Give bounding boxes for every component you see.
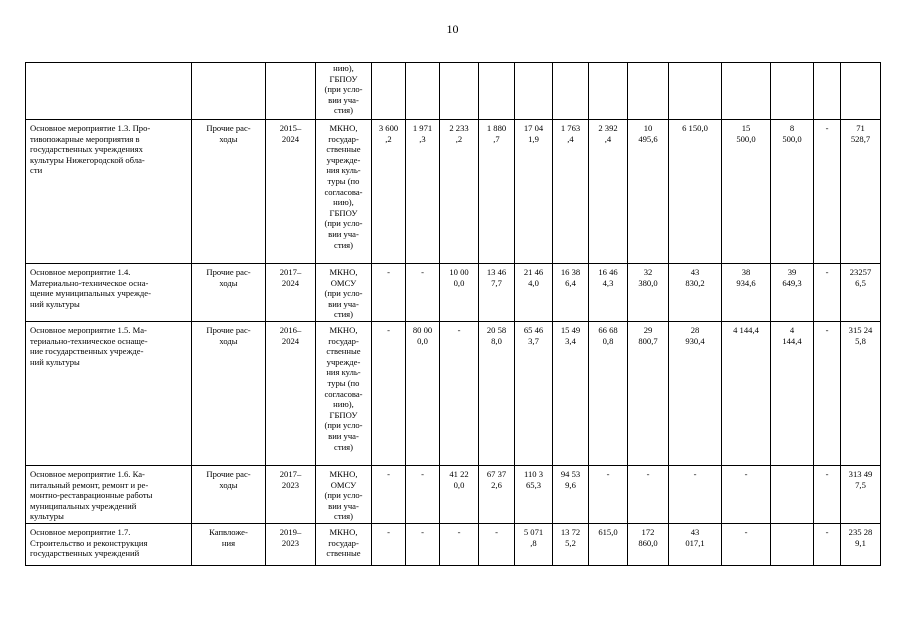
value-cell: 13 72 5,2 bbox=[553, 524, 589, 566]
measure-name-cell: Основное мероприятие 1.7. Строительство и реконструкция государственных учреждений bbox=[26, 524, 192, 566]
value-cell: - bbox=[406, 264, 440, 322]
expense-type-cell: Прочие рас- ходы bbox=[192, 322, 266, 466]
period-cell: 2019– 2023 bbox=[266, 524, 316, 566]
value-cell: 43 017,1 bbox=[669, 524, 722, 566]
expense-type-cell: Капвложе- ния bbox=[192, 524, 266, 566]
value-cell bbox=[771, 466, 814, 524]
table-row bbox=[26, 524, 881, 566]
value-cell: 15 500,0 bbox=[722, 120, 771, 264]
value-cell: - bbox=[814, 524, 841, 566]
period-cell: 2017– 2024 bbox=[266, 264, 316, 322]
value-cell bbox=[771, 63, 814, 120]
expense-type-cell: Прочие рас- ходы bbox=[192, 120, 266, 264]
period-cell bbox=[266, 63, 316, 120]
value-cell bbox=[669, 63, 722, 120]
value-cell: - bbox=[372, 264, 406, 322]
total-cell: 235 28 9,1 bbox=[841, 524, 881, 566]
value-cell: 20 58 8,0 bbox=[479, 322, 515, 466]
value-cell: 1 763 ,4 bbox=[553, 120, 589, 264]
value-cell: - bbox=[628, 466, 669, 524]
value-cell: - bbox=[589, 466, 628, 524]
measure-name-cell: Основное мероприятие 1.4. Материально-техническое осна- щение муниципальных учрежде- ний культуры bbox=[26, 264, 192, 322]
executor-cell: МКНО, государ- ственные учрежде- ния куль- туры (по согласова- нию), ГБПОУ (при усло- вии уча- стия) bbox=[316, 322, 372, 466]
value-cell: 8 500,0 bbox=[771, 120, 814, 264]
value-cell: 16 38 6,4 bbox=[553, 264, 589, 322]
value-cell: 1 880 ,7 bbox=[479, 120, 515, 264]
value-cell: - bbox=[722, 466, 771, 524]
executor-cell: нию), ГБПОУ (при усло- вии уча- стия) bbox=[316, 63, 372, 120]
value-cell: 39 649,3 bbox=[771, 264, 814, 322]
value-cell bbox=[372, 63, 406, 120]
value-cell bbox=[406, 63, 440, 120]
value-cell: 3 600 ,2 bbox=[372, 120, 406, 264]
period-cell: 2015– 2024 bbox=[266, 120, 316, 264]
value-cell bbox=[628, 63, 669, 120]
table-row bbox=[26, 466, 881, 524]
measure-name-cell: Основное мероприятие 1.3. Про- тивопожарные мероприятия в государственных учреждениях культуры Нижегородской обла- сти bbox=[26, 120, 192, 264]
value-cell: - bbox=[406, 466, 440, 524]
value-cell bbox=[814, 63, 841, 120]
value-cell bbox=[479, 63, 515, 120]
value-cell: - bbox=[372, 466, 406, 524]
expense-type-cell: Прочие рас- ходы bbox=[192, 466, 266, 524]
value-cell: 94 53 9,6 bbox=[553, 466, 589, 524]
value-cell: 4 144,4 bbox=[722, 322, 771, 466]
value-cell: - bbox=[814, 120, 841, 264]
value-cell: 28 930,4 bbox=[669, 322, 722, 466]
value-cell: 17 04 1,9 bbox=[515, 120, 553, 264]
value-cell: 32 380,0 bbox=[628, 264, 669, 322]
table-body bbox=[26, 63, 881, 566]
value-cell: 6 150,0 bbox=[669, 120, 722, 264]
value-cell: - bbox=[372, 524, 406, 566]
value-cell: 1 971 ,3 bbox=[406, 120, 440, 264]
executor-cell: МКНО, ОМСУ (при усло- вии уча- стия) bbox=[316, 264, 372, 322]
period-cell: 2016– 2024 bbox=[266, 322, 316, 466]
value-cell: 16 46 4,3 bbox=[589, 264, 628, 322]
executor-cell: МКНО, государ- ственные bbox=[316, 524, 372, 566]
value-cell bbox=[722, 63, 771, 120]
value-cell: - bbox=[479, 524, 515, 566]
table-row bbox=[26, 264, 881, 322]
value-cell bbox=[515, 63, 553, 120]
expense-type-cell bbox=[192, 63, 266, 120]
page-number: 10 bbox=[446, 22, 459, 36]
value-cell: 13 46 7,7 bbox=[479, 264, 515, 322]
value-cell: 5 071 ,8 bbox=[515, 524, 553, 566]
value-cell: 10 495,6 bbox=[628, 120, 669, 264]
total-cell: 315 24 5,8 bbox=[841, 322, 881, 466]
value-cell bbox=[553, 63, 589, 120]
value-cell: 67 37 2,6 bbox=[479, 466, 515, 524]
executor-cell: МКНО, государ- ственные учрежде- ния куль- туры (по согласова- нию), ГБПОУ (при усло- вии уча- стия) bbox=[316, 120, 372, 264]
value-cell: - bbox=[722, 524, 771, 566]
measure-name-cell bbox=[26, 63, 192, 120]
value-cell: 4 144,4 bbox=[771, 322, 814, 466]
value-cell: 2 392 ,4 bbox=[589, 120, 628, 264]
value-cell: - bbox=[440, 322, 479, 466]
value-cell bbox=[589, 63, 628, 120]
budget-table bbox=[25, 62, 881, 566]
value-cell: 66 68 0,8 bbox=[589, 322, 628, 466]
total-cell: 71 528,7 bbox=[841, 120, 881, 264]
value-cell: - bbox=[669, 466, 722, 524]
measure-name-cell: Основное мероприятие 1.5. Ма- териально-техническое оснаще- ние государственных учрежде- ний культуры bbox=[26, 322, 192, 466]
measure-name-cell: Основное мероприятие 1.6. Ка- питальный ремонт, ремонт и ре- монтно-реставрационные работы муниципальных учреждений культуры bbox=[26, 466, 192, 524]
value-cell: 80 00 0,0 bbox=[406, 322, 440, 466]
value-cell: 172 860,0 bbox=[628, 524, 669, 566]
table-row bbox=[26, 322, 881, 466]
value-cell: 10 00 0,0 bbox=[440, 264, 479, 322]
value-cell: 38 934,6 bbox=[722, 264, 771, 322]
table-row bbox=[26, 120, 881, 264]
value-cell: 65 46 3,7 bbox=[515, 322, 553, 466]
value-cell: 110 3 65,3 bbox=[515, 466, 553, 524]
value-cell: 615,0 bbox=[589, 524, 628, 566]
value-cell: 29 800,7 bbox=[628, 322, 669, 466]
total-cell: 313 49 7,5 bbox=[841, 466, 881, 524]
value-cell: 2 233 ,2 bbox=[440, 120, 479, 264]
period-cell: 2017– 2023 bbox=[266, 466, 316, 524]
value-cell: 21 46 4,0 bbox=[515, 264, 553, 322]
value-cell: - bbox=[406, 524, 440, 566]
value-cell bbox=[771, 524, 814, 566]
value-cell: - bbox=[814, 466, 841, 524]
expense-type-cell: Прочие рас- ходы bbox=[192, 264, 266, 322]
value-cell: 41 22 0,0 bbox=[440, 466, 479, 524]
value-cell: - bbox=[814, 322, 841, 466]
value-cell: 43 830,2 bbox=[669, 264, 722, 322]
value-cell: - bbox=[814, 264, 841, 322]
value-cell: - bbox=[372, 322, 406, 466]
value-cell bbox=[440, 63, 479, 120]
value-cell: 15 49 3,4 bbox=[553, 322, 589, 466]
executor-cell: МКНО, ОМСУ (при усло- вии уча- стия) bbox=[316, 466, 372, 524]
value-cell: - bbox=[440, 524, 479, 566]
table-row bbox=[26, 63, 881, 120]
total-cell: 23257 6,5 bbox=[841, 264, 881, 322]
total-cell bbox=[841, 63, 881, 120]
